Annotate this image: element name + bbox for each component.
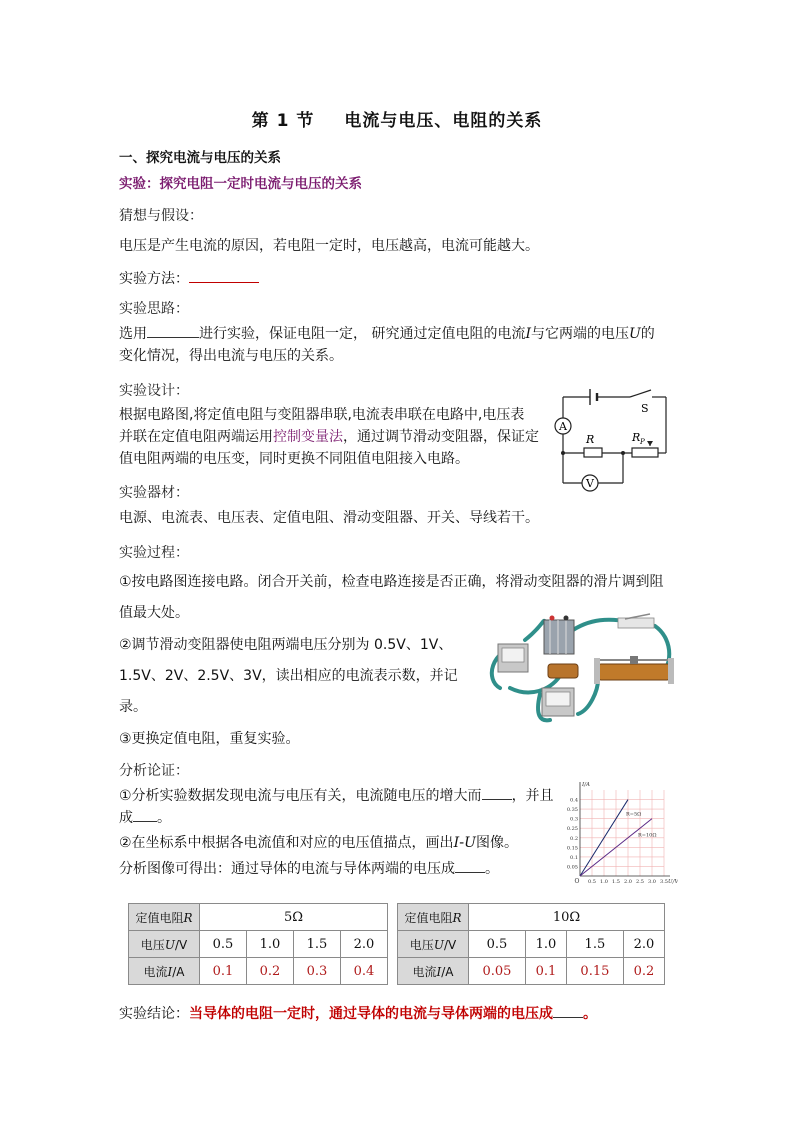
current-cell: 0.15 — [566, 958, 623, 985]
process-step3: ③更换定值电阻，重复实验。 — [119, 731, 300, 747]
idea-text-a: 选用 — [119, 326, 147, 342]
origin-label: O — [574, 878, 580, 885]
method-blank — [189, 269, 259, 283]
analysis-blank-3 — [455, 859, 485, 873]
idea-label: 实验思路： — [119, 301, 189, 317]
analysis-dash: - — [459, 835, 465, 851]
idea-var-u: U — [628, 326, 641, 342]
y-axis-label: I/A — [582, 782, 590, 788]
design-line1: 根据电路图,将定值电阻与变阻器串联,电流表串联在电路中,电压表 — [119, 407, 525, 423]
x-tick-label: 1.5 — [612, 879, 620, 885]
x-tick-label: 2.5 — [636, 879, 644, 885]
switch-label: S — [641, 402, 649, 415]
x-tick-label: 2.0 — [624, 879, 632, 885]
row-label-voltage: 电压U/V — [398, 931, 469, 958]
voltage-cell: 0.5 — [469, 931, 526, 958]
circuit-diagram — [548, 385, 678, 495]
design-text-c: ，通过调节滑动变阻器，保证定 — [343, 429, 539, 445]
method-label: 实验方法： — [119, 271, 189, 287]
process-step2-line3: 录。 — [119, 699, 147, 715]
x-tick-label: 0.5 — [588, 879, 596, 885]
resistor-label: R — [586, 433, 595, 446]
design-text-a: 并联在定值电阻两端运用 — [119, 429, 273, 445]
series-label: R=5Ω — [626, 811, 642, 818]
idea-var-i: I — [525, 326, 531, 342]
current-cell: 0.1 — [525, 958, 566, 985]
section-heading: 一、探究电流与电压的关系 — [119, 150, 281, 166]
analysis-line3-text: ②在坐标系中根据各电流值和对应的电压值描点，画出 — [119, 835, 454, 851]
switch-device — [618, 618, 654, 628]
analysis-line1 — [119, 785, 554, 807]
y-tick-label: 0.25 — [566, 826, 578, 833]
table-row — [398, 958, 665, 985]
resistor-coil — [548, 664, 578, 678]
analysis-line2-end: 。 — [157, 810, 171, 826]
analysis-line2 — [119, 807, 171, 829]
table-row — [129, 958, 388, 985]
x-tick-label: 1.0 — [600, 879, 608, 885]
analysis-line1-text: ①分析实验数据发现电流与电压有关，电流随电压的增大而 — [119, 788, 482, 804]
analysis-line4 — [119, 858, 499, 880]
apparatus-illustration — [480, 610, 678, 732]
conclusion-text: 当导体的电阻一定时，通过导体的电流与导体两端的电压成 — [189, 1006, 553, 1022]
process-step2-line1: ②调节滑动变阻器使电阻两端电压分别为 0.5V、1V、 — [119, 637, 453, 653]
idea-blank — [147, 324, 199, 338]
design-emphasis: 控制变量法 — [273, 429, 343, 445]
equipment-label: 实验器材： — [119, 485, 189, 501]
analysis-var-u: U — [464, 835, 476, 851]
iu-chart — [564, 780, 678, 888]
current-cell: 0.4 — [341, 958, 388, 985]
rheostat-subscript: P — [640, 438, 645, 446]
analysis-line4-text: 分析图像可得出：通过导体的电流与导体两端的电压成 — [119, 861, 455, 877]
design-label: 实验设计： — [119, 383, 189, 399]
current-cell: 0.05 — [469, 958, 526, 985]
table-header-row — [398, 904, 665, 931]
method-row — [119, 268, 259, 290]
voltage-cell: 0.5 — [200, 931, 247, 958]
table-header-cell: 定值电阻R — [129, 904, 200, 931]
idea-text-b: 进行实验，保证电阻一定， 研究通过定值电阻的电流 — [199, 326, 526, 342]
ammeter-label: A — [559, 420, 567, 433]
analysis-line4-end: 。 — [485, 861, 499, 877]
current-cell: 0.1 — [200, 958, 247, 985]
analysis-line1-end: ，并且 — [511, 788, 554, 804]
analysis-label: 分析论证： — [119, 763, 189, 779]
idea-text-c: 与它两端的电压 — [530, 326, 629, 342]
title-text: 电流与电压、电阻的关系 — [344, 111, 543, 131]
voltage-cell: 1.5 — [566, 931, 623, 958]
battery-pack — [544, 620, 574, 654]
data-table-10ohm — [397, 903, 665, 985]
row-label-current: 电流I/A — [398, 958, 469, 985]
voltage-cell: 2.0 — [623, 931, 664, 958]
y-tick-label: 0.15 — [566, 845, 578, 852]
current-cell: 0.2 — [247, 958, 294, 985]
analysis-line3-end: 图像。 — [475, 835, 518, 851]
y-tick-label: 0.35 — [566, 807, 578, 814]
voltage-cell: 1.5 — [294, 931, 341, 958]
conclusion — [119, 1003, 597, 1023]
process-label: 实验过程： — [119, 545, 189, 561]
title-section-number: 第 1 节 — [251, 111, 315, 131]
x-axis-label: U/V — [668, 879, 678, 885]
hypothesis-text: 电压是产生电流的原因，若电阻一定时，电压越高，电流可能越大。 — [119, 238, 539, 254]
rheostat-arrow — [647, 441, 653, 446]
x-tick-label: 3.0 — [648, 879, 656, 885]
table-row — [398, 931, 665, 958]
row-label-current: 电流I/A — [129, 958, 200, 985]
row-label-voltage: 电压U/V — [129, 931, 200, 958]
y-tick-label: 0.2 — [570, 835, 578, 842]
y-tick-label: 0.05 — [566, 864, 578, 871]
hypothesis-label: 猜想与假设： — [119, 208, 203, 224]
design-line2 — [119, 426, 549, 448]
analysis-line3 — [119, 832, 518, 854]
design-line3: 值电阻两端的电压变，同时更换不同阻值电阻接入电路。 — [119, 451, 469, 467]
rheostat-coil — [598, 664, 670, 680]
y-tick-label: 0.1 — [570, 854, 578, 861]
process-step1-line1: ①按电路图连接电路。闭合开关前，检查电路连接是否正确，将滑动变阻器的滑片调到阻 — [119, 574, 664, 590]
voltmeter-label: V — [586, 477, 594, 490]
page-title — [0, 106, 794, 131]
idea-line2: 变化情况，得出电流与电压的关系。 — [119, 348, 343, 364]
analysis-blank-1 — [482, 786, 512, 800]
y-tick-label: 0.4 — [570, 797, 578, 804]
table-header-cell: 定值电阻R — [398, 904, 469, 931]
rheostat-label: R — [632, 431, 641, 444]
x-tick-label: 3.5 — [660, 879, 668, 885]
idea-text-d: 的 — [640, 326, 655, 342]
resistance-value: 5Ω — [200, 904, 388, 931]
data-table-5ohm — [128, 903, 388, 985]
equipment-text: 电源、电流表、电压表、定值电阻、滑动变阻器、开关、导线若干。 — [119, 510, 539, 526]
idea-line1 — [119, 323, 689, 345]
switch-blade — [630, 390, 651, 397]
analysis-line2-text: 成 — [119, 810, 133, 826]
process-step1-line2: 值最大处。 — [119, 605, 189, 621]
conclusion-blank — [553, 1004, 583, 1018]
y-tick-label: 0.3 — [570, 816, 578, 823]
resistance-value: 10Ω — [469, 904, 665, 931]
analysis-var-i: I — [453, 835, 460, 851]
series-label: R=10Ω — [638, 832, 657, 839]
voltage-cell: 2.0 — [341, 931, 388, 958]
process-step2-line2: 1.5V、2V、2.5V、3V，读出相应的电流表示数，并记 — [119, 668, 458, 684]
conclusion-end: 。 — [583, 1006, 597, 1022]
current-cell: 0.2 — [623, 958, 664, 985]
current-cell: 0.3 — [294, 958, 341, 985]
voltage-cell: 1.0 — [525, 931, 566, 958]
table-row — [129, 931, 388, 958]
analysis-blank-2 — [133, 808, 157, 822]
voltage-cell: 1.0 — [247, 931, 294, 958]
experiment-title: 实验：探究电阻一定时电流与电压的关系 — [119, 176, 362, 192]
table-header-row — [129, 904, 388, 931]
conclusion-label: 实验结论： — [119, 1006, 189, 1022]
